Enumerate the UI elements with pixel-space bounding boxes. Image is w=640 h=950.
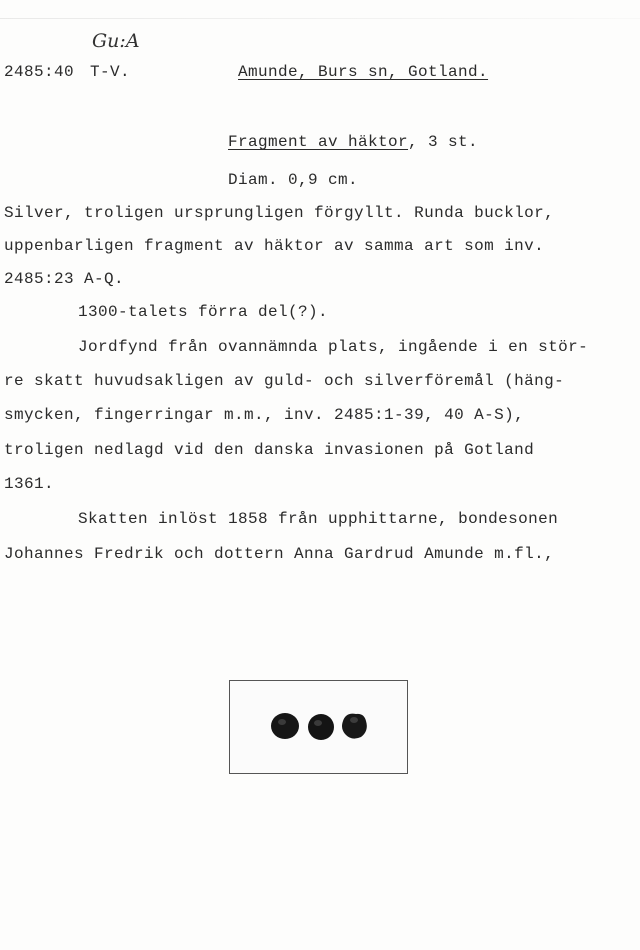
hook-fragment-3-highlight	[350, 717, 358, 723]
hook-fragment-1-highlight	[278, 719, 286, 725]
body-line: Silver, troligen ursprungligen förgyllt. Runda bucklor,	[4, 204, 555, 222]
body-line: Skatten inlöst 1858 från upphittarne, bondesonen	[48, 510, 559, 528]
find-location: Amunde, Burs sn, Gotland.	[238, 63, 489, 81]
body-line: Jordfynd från ovannämnda plats, ingående i en stör-	[48, 338, 589, 356]
hook-fragment-2	[308, 714, 334, 740]
body-line: re skatt huvudsakligen av guld- och silverföremål (häng-	[4, 372, 565, 390]
object-count: , 3 st.	[408, 133, 479, 151]
body-line: 2485:23 A-Q.	[4, 270, 125, 288]
body-line: uppenbarligen fragment av häktor av samma art som inv.	[4, 237, 545, 255]
body-line: smycken, fingerringar m.m., inv. 2485:1-39, 40 A-S),	[4, 406, 525, 424]
body-line: 1300-talets förra del(?).	[48, 303, 329, 321]
type-code: T-V.	[90, 63, 131, 81]
object-photo	[229, 680, 408, 774]
inventory-number: 2485:40	[4, 63, 75, 81]
body-line: troligen nedlagd vid den danska invasionen på Gotland	[4, 441, 535, 459]
handwritten-code: Gu:A	[92, 30, 140, 52]
hook-fragment-2-highlight	[314, 720, 322, 726]
photo-canvas	[230, 681, 407, 773]
paper-fold-line	[0, 18, 640, 19]
hook-fragment-1	[271, 713, 299, 739]
object-name: Fragment av häktor	[228, 133, 409, 151]
diameter: Diam. 0,9 cm.	[228, 171, 359, 189]
body-line: 1361.	[4, 475, 55, 493]
body-line: Johannes Fredrik och dottern Anna Gardrud Amunde m.fl.,	[4, 545, 555, 563]
object-title	[228, 133, 478, 151]
